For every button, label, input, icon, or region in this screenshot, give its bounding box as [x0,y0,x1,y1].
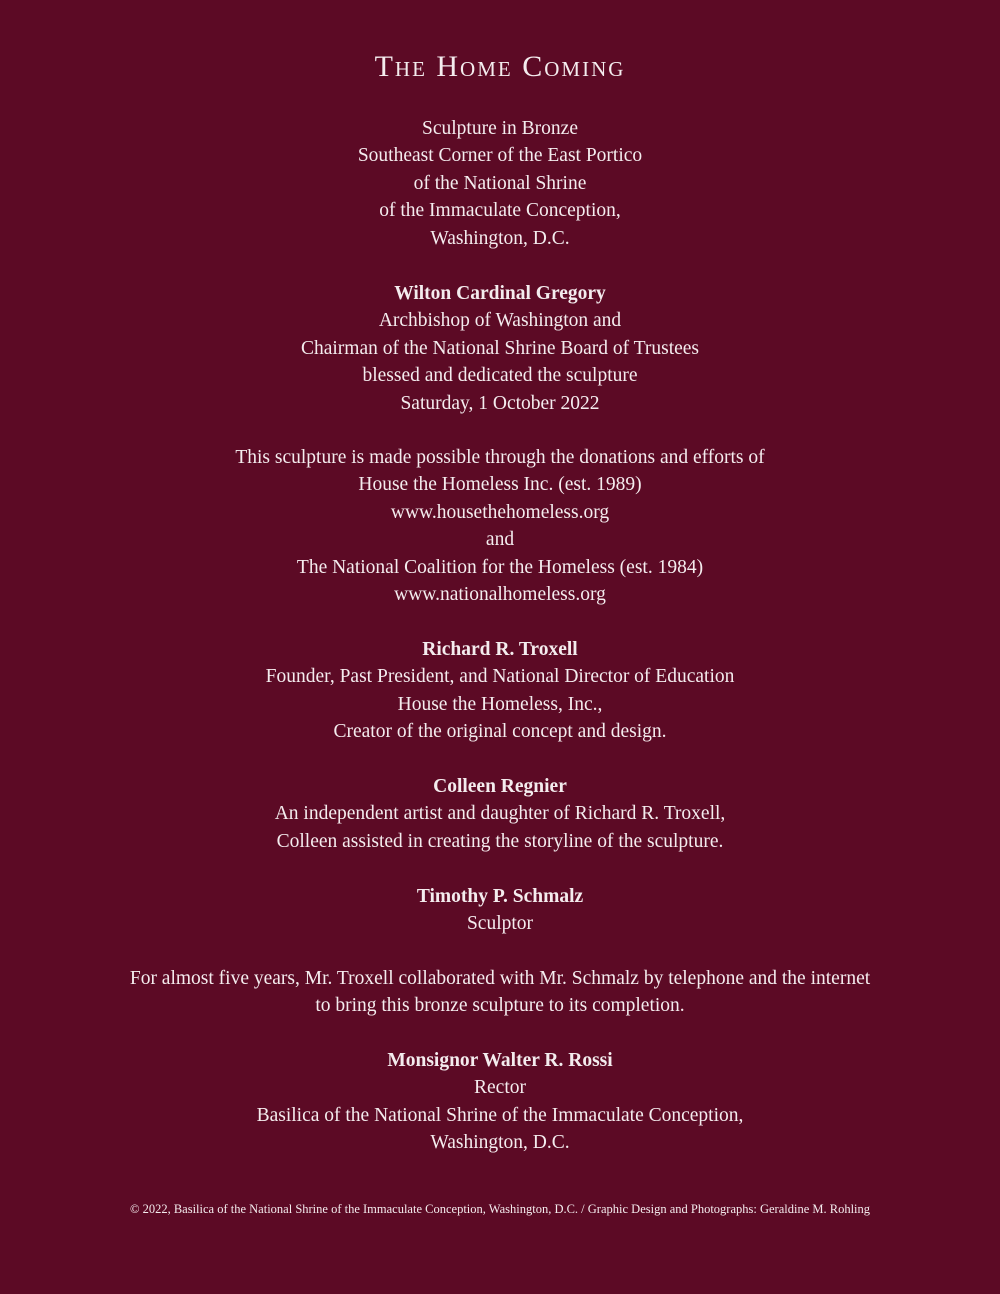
gregory-line: blessed and dedicated the sculpture [362,365,638,387]
troxell-line: Creator of the original concept and design. [333,721,667,743]
donations-section [0,444,1000,608]
troxell-line: Founder, Past President, and National Director of Education [265,666,735,688]
gregory-section [0,280,1000,417]
rossi-line: Rector [474,1077,526,1099]
regnier-name: Colleen Regnier [433,776,567,797]
collaboration-line: For almost five years, Mr. Troxell collaborated with Mr. Schmalz by telephone and the internet [129,968,871,989]
gregory-line: Saturday, 1 October 2022 [400,392,600,414]
rossi-name: Monsignor Walter R. Rossi [387,1050,613,1071]
gregory-name: Wilton Cardinal Gregory [394,283,606,304]
troxell-line: House the Homeless, Inc., [397,693,603,715]
donations-line: This sculpture is made possible through the donations and efforts of [235,447,765,468]
donations-line: House the Homeless Inc. (est. 1989) [358,474,642,496]
copyright-footer: © 2022, Basilica of the National Shrine of the Immaculate Conception, Washington, D.C. / Graphic Design and Photographs: Geraldine M. Rohling [129,1202,871,1216]
gregory-line: Archbishop of Washington and [378,310,622,332]
intro-line: of the Immaculate Conception, [379,200,621,222]
donations-line: The National Coalition for the Homeless (est. 1984) [296,556,704,578]
collaboration-section [0,965,1000,1020]
gregory-line: Chairman of the National Shrine Board of Trustees [300,337,700,359]
rossi-line: Washington, D.C. [430,1132,570,1154]
intro-section [0,115,1000,252]
regnier-line: Colleen assisted in creating the storyline of the sculpture. [276,830,724,852]
donations-line: and [485,529,515,551]
regnier-section [0,773,1000,855]
donations-line: www.nationalhomeless.org [394,584,606,606]
regnier-line: An independent artist and daughter of Richard R. Troxell, [274,803,726,825]
troxell-section [0,636,1000,746]
page-title: The Home Coming [374,50,626,83]
intro-line: Washington, D.C. [430,227,570,249]
intro-line: Sculpture in Bronze [422,118,578,139]
schmalz-name: Timothy P. Schmalz [416,886,584,907]
schmalz-section [0,883,1000,938]
intro-line: of the National Shrine [413,172,587,194]
intro-line: Southeast Corner of the East Portico [357,145,643,167]
troxell-name: Richard R. Troxell [422,639,578,660]
donations-line: www.housethehomeless.org [390,501,610,523]
rossi-section [0,1047,1000,1157]
schmalz-line: Sculptor [466,913,534,935]
collaboration-line: to bring this bronze sculpture to its completion. [315,995,685,1017]
rossi-line: Basilica of the National Shrine of the Immaculate Conception, [256,1104,744,1126]
